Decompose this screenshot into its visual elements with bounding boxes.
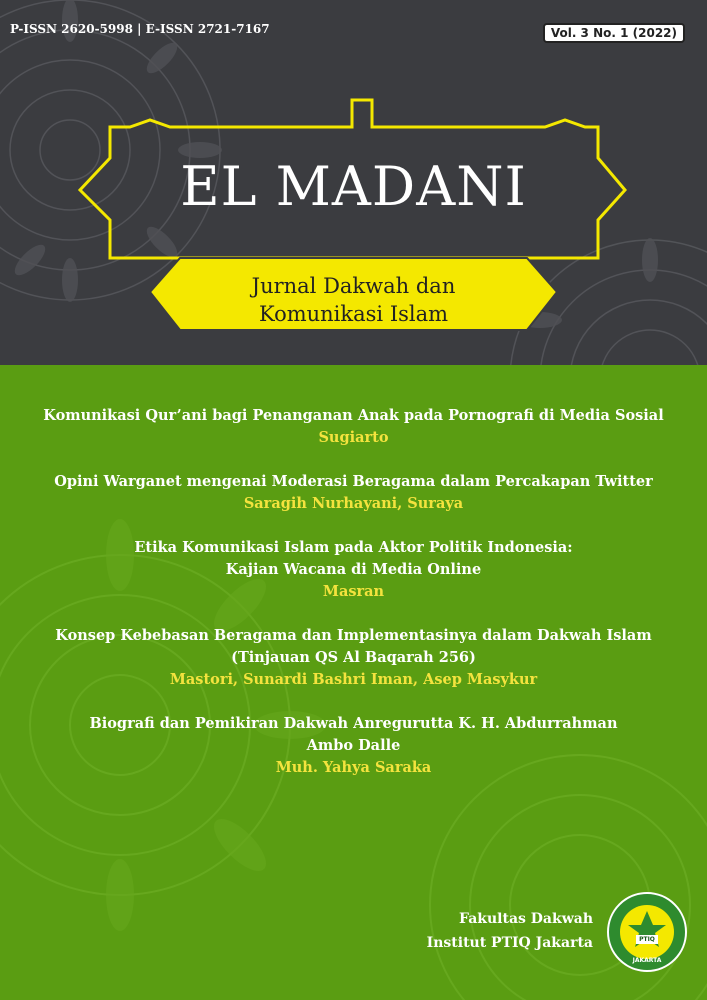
publisher-faculty: Fakultas Dakwah xyxy=(459,911,593,927)
logo-bottom-text: JAKARTA xyxy=(632,957,662,964)
subtitle-line-1: Jurnal Dakwah dan xyxy=(251,274,456,298)
issn-text: P-ISSN 2620-5998 | E-ISSN 2721-7167 xyxy=(10,22,270,36)
article-author: Muh. Yahya Saraka xyxy=(275,759,432,776)
publisher-block xyxy=(427,907,593,955)
publisher-institute: Institut PTIQ Jakarta xyxy=(426,935,593,951)
article-title: Konsep Kebebasan Beragama dan Implementasinya dalam Dakwah Islam xyxy=(55,627,652,644)
article-list xyxy=(40,405,667,801)
article-title: Etika Komunikasi Islam pada Aktor Politik Indonesia: xyxy=(134,539,573,556)
logo-center-text: PTIQ xyxy=(639,936,655,943)
article-item xyxy=(40,713,667,779)
article-title: Biografi dan Pemikiran Dakwah Anregurutta K. H. Abdurrahman xyxy=(89,715,618,732)
header-band xyxy=(0,0,707,365)
article-item xyxy=(40,405,667,449)
volume-badge: Vol. 3 No. 1 (2022) xyxy=(543,23,685,43)
article-title-line-2: (Tinjauan QS Al Baqarah 256) xyxy=(231,649,476,666)
journal-title: EL MADANI xyxy=(180,155,527,218)
article-title-line-2: Ambo Dalle xyxy=(306,737,401,754)
subtitle-line-2: Komunikasi Islam xyxy=(258,302,449,326)
content-band xyxy=(0,365,707,1000)
article-item xyxy=(40,537,667,603)
article-item xyxy=(40,471,667,515)
article-author: Masran xyxy=(322,583,385,600)
article-item xyxy=(40,625,667,691)
article-author: Mastori, Sunardi Bashri Iman, Asep Masykur xyxy=(169,671,538,688)
article-author: Sugiarto xyxy=(318,429,389,446)
article-author: Saragih Nurhayani, Suraya xyxy=(243,495,464,512)
ptiq-logo xyxy=(606,891,688,973)
journal-subtitle xyxy=(180,272,527,328)
article-title: Komunikasi Qur’ani bagi Penanganan Anak pada Pornografi di Media Sosial xyxy=(43,407,664,424)
article-title: Opini Warganet mengenai Moderasi Beragama dalam Percakapan Twitter xyxy=(54,473,653,490)
article-title-line-2: Kajian Wacana di Media Online xyxy=(225,561,482,578)
